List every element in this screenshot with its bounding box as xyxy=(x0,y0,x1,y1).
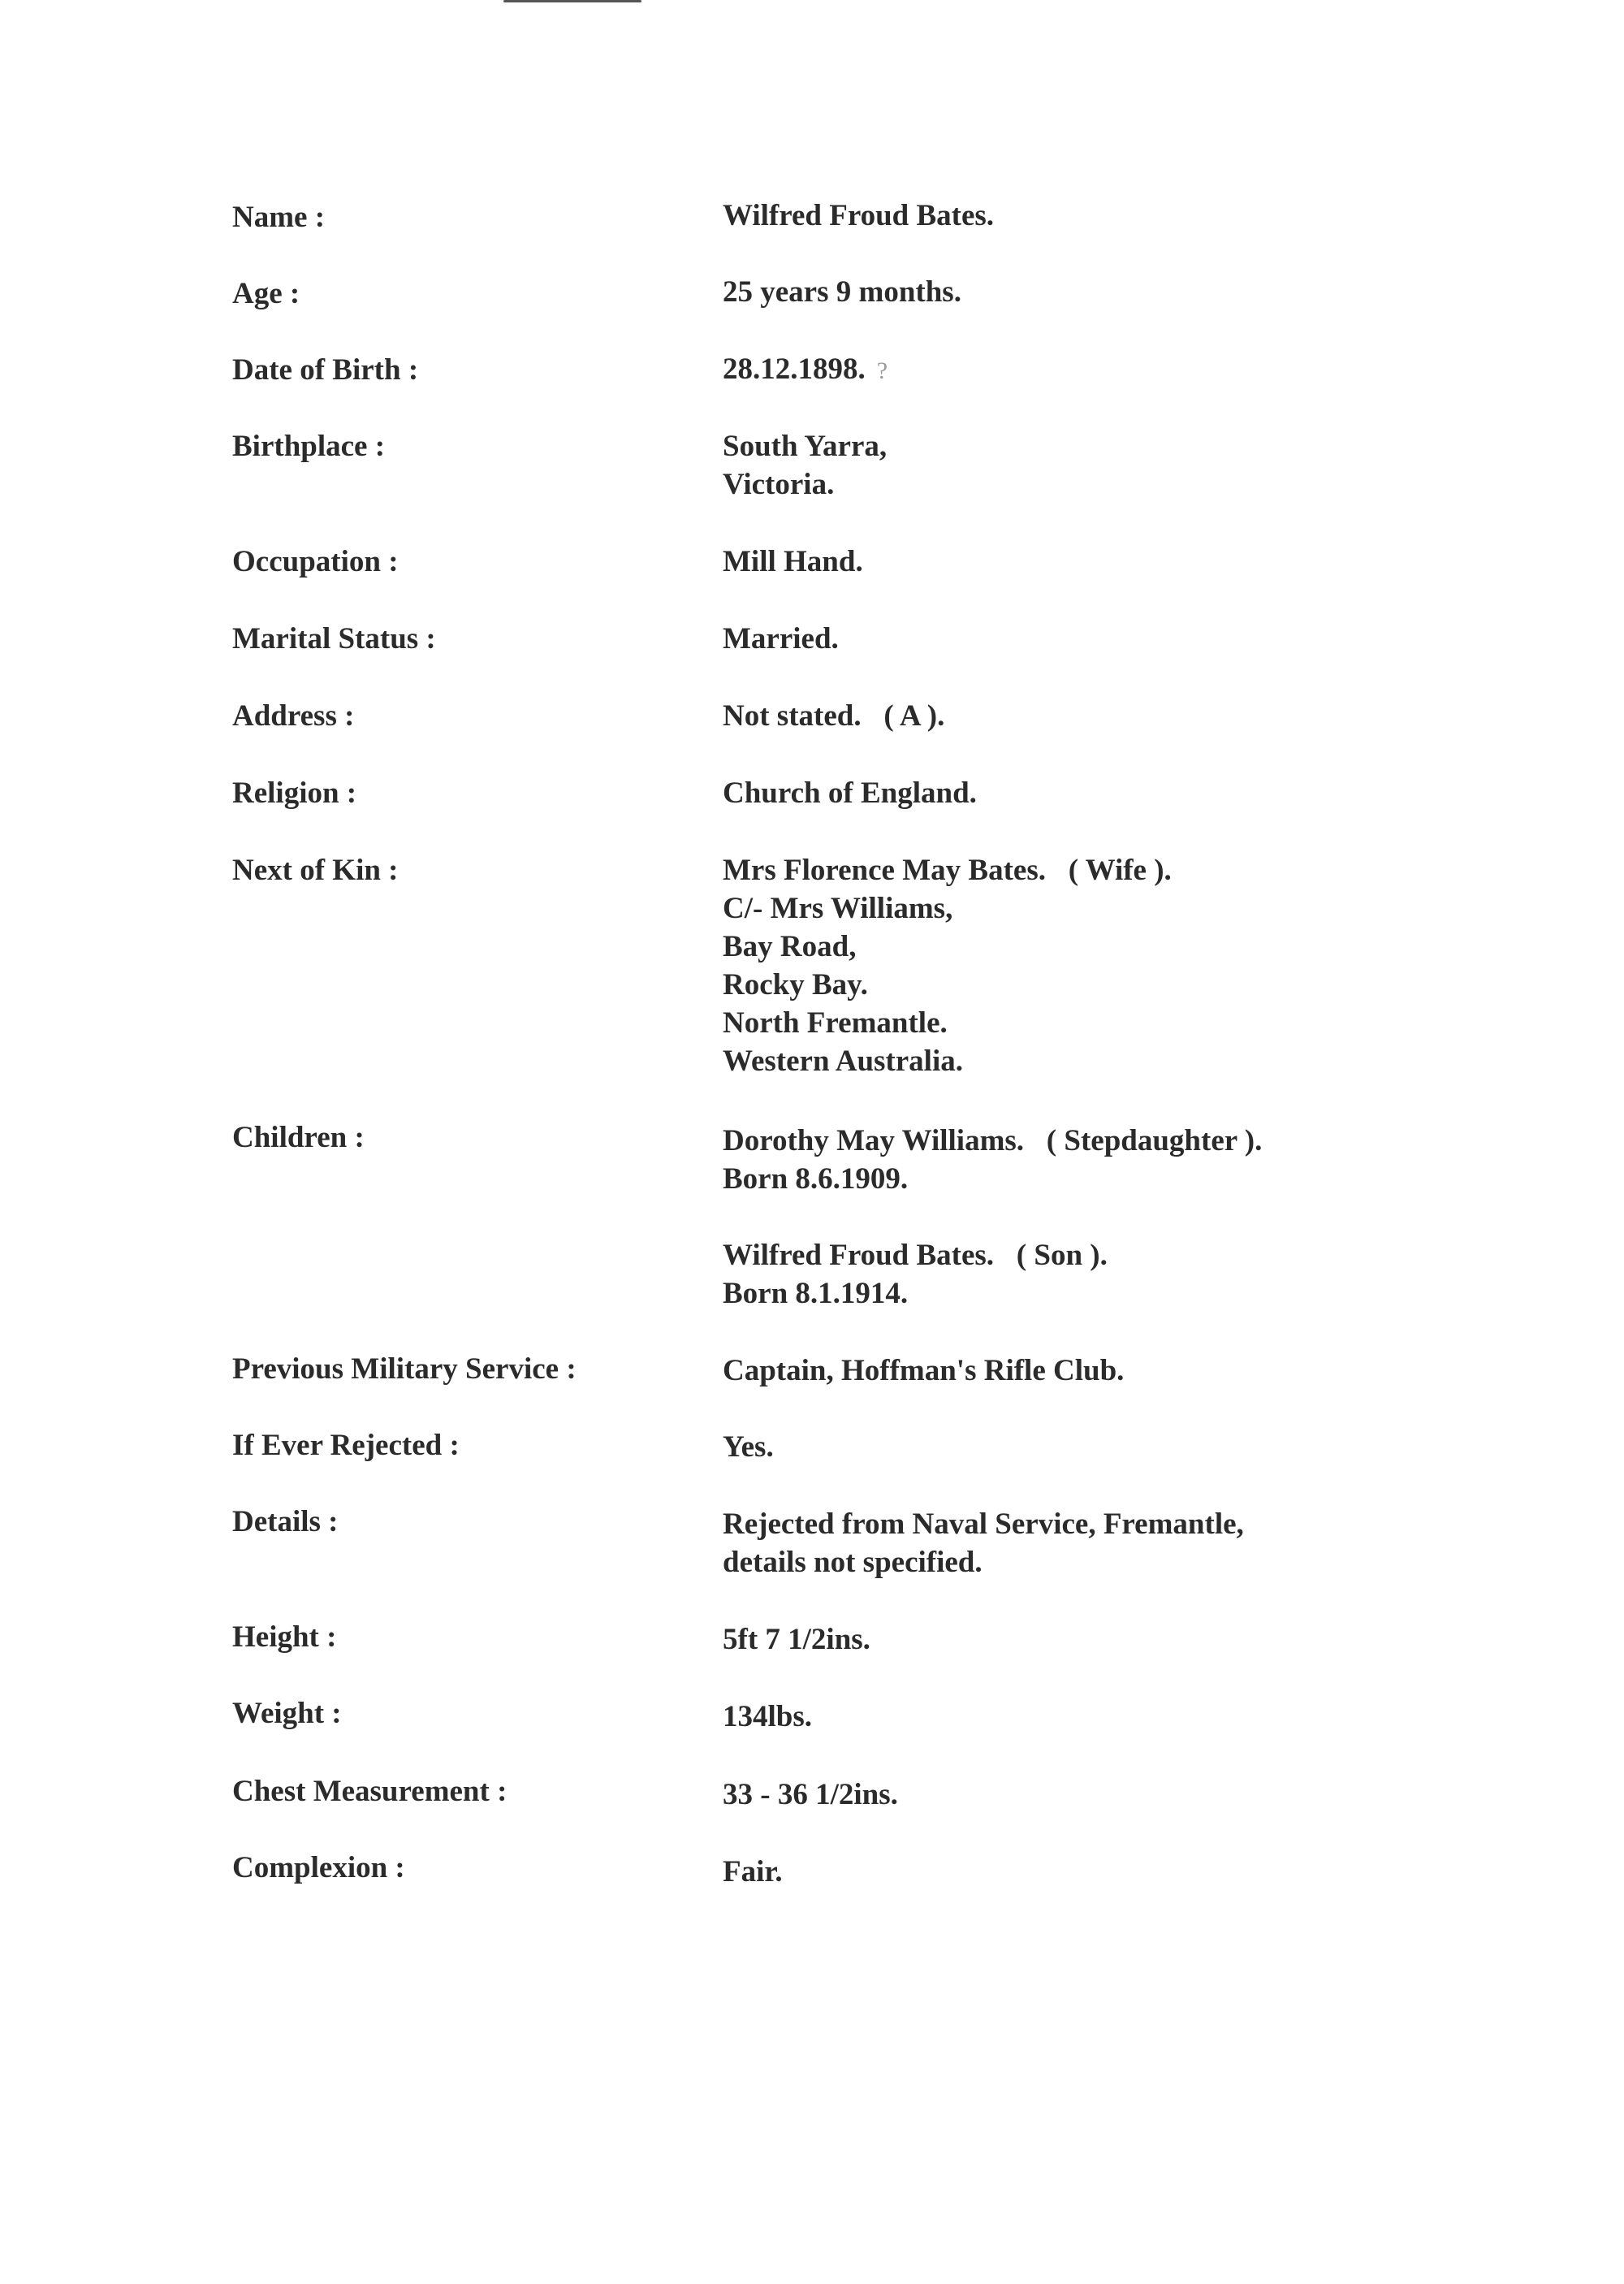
marital-status-label: Marital Status : xyxy=(232,622,436,655)
birthplace-value xyxy=(723,427,887,504)
height-value-line: 5ft 7 1/2ins. xyxy=(723,1623,870,1656)
chest-measurement-value-line: 33 - 36 1/2ins. xyxy=(723,1778,898,1811)
details-value-line: details not specified. xyxy=(723,1546,983,1579)
next-of-kin-value-line: Mrs Florence May Bates. ( Wife ). xyxy=(723,854,1172,887)
religion-value-line: Church of England. xyxy=(723,776,977,810)
previous-military-service-label: Previous Military Service : xyxy=(232,1352,577,1386)
name-value xyxy=(723,197,994,235)
birthplace-value-line: South Yarra, xyxy=(723,430,888,463)
children-value-line: Born 8.6.1909. xyxy=(723,1162,909,1196)
children-value-spacer xyxy=(723,1198,1262,1236)
next-of-kin-value xyxy=(723,851,1172,1080)
details-label: Details : xyxy=(232,1505,339,1538)
chest-measurement-value xyxy=(723,1776,898,1814)
age-value xyxy=(723,273,961,311)
complexion-label: Complexion : xyxy=(232,1851,405,1884)
date-of-birth-value xyxy=(723,350,888,390)
birthplace-label: Birthplace : xyxy=(232,430,386,463)
name-label: Name : xyxy=(232,201,326,234)
details-value xyxy=(723,1505,1244,1581)
children-value-line: Dorothy May Williams. ( Stepdaughter ). xyxy=(723,1124,1263,1157)
next-of-kin-value-line: Rocky Bay. xyxy=(723,968,868,1001)
marital-status-value xyxy=(723,620,839,658)
children-label: Children : xyxy=(232,1121,365,1154)
next-of-kin-label: Next of Kin : xyxy=(232,854,399,887)
weight-value xyxy=(723,1698,812,1736)
date-of-birth-label: Date of Birth : xyxy=(232,353,419,387)
name-value-line: Wilfred Froud Bates. xyxy=(723,199,995,232)
previous-military-service-value-line: Captain, Hoffman's Rifle Club. xyxy=(723,1354,1125,1387)
occupation-label: Occupation : xyxy=(232,545,399,578)
complexion-value xyxy=(723,1853,783,1891)
previous-military-service-value xyxy=(723,1352,1124,1390)
if-ever-rejected-label: If Ever Rejected : xyxy=(232,1429,460,1462)
chest-measurement-label: Chest Measurement : xyxy=(232,1775,508,1808)
age-label: Age : xyxy=(232,277,300,310)
query-mark: ? xyxy=(876,357,888,384)
date-of-birth-value-line: 28.12.1898. xyxy=(723,353,866,386)
children-value xyxy=(723,1122,1262,1313)
next-of-kin-value-line: Western Australia. xyxy=(723,1045,963,1078)
height-value xyxy=(723,1620,870,1659)
complexion-value-line: Fair. xyxy=(723,1855,783,1888)
next-of-kin-value-line: North Fremantle. xyxy=(723,1006,948,1040)
occupation-value xyxy=(723,543,863,581)
age-value-line: 25 years 9 months. xyxy=(723,275,961,309)
address-label: Address : xyxy=(232,699,355,733)
children-value-line: Born 8.1.1914. xyxy=(723,1277,909,1310)
details-value-line: Rejected from Naval Service, Fremantle, xyxy=(723,1508,1244,1541)
religion-label: Religion : xyxy=(232,776,357,810)
weight-label: Weight : xyxy=(232,1697,342,1730)
marital-status-value-line: Married. xyxy=(723,622,839,655)
next-of-kin-value-line: C/- Mrs Williams, xyxy=(723,892,953,925)
religion-value xyxy=(723,774,977,812)
next-of-kin-value-line: Bay Road, xyxy=(723,930,857,963)
height-label: Height : xyxy=(232,1620,337,1654)
children-value-line: Wilfred Froud Bates. ( Son ). xyxy=(723,1239,1108,1272)
birthplace-value-line: Victoria. xyxy=(723,468,835,501)
if-ever-rejected-value xyxy=(723,1428,774,1466)
occupation-value-line: Mill Hand. xyxy=(723,545,863,578)
weight-value-line: 134lbs. xyxy=(723,1700,813,1733)
if-ever-rejected-value-line: Yes. xyxy=(723,1430,774,1464)
address-value xyxy=(723,697,944,735)
address-value-line: Not stated. ( A ). xyxy=(723,699,945,733)
